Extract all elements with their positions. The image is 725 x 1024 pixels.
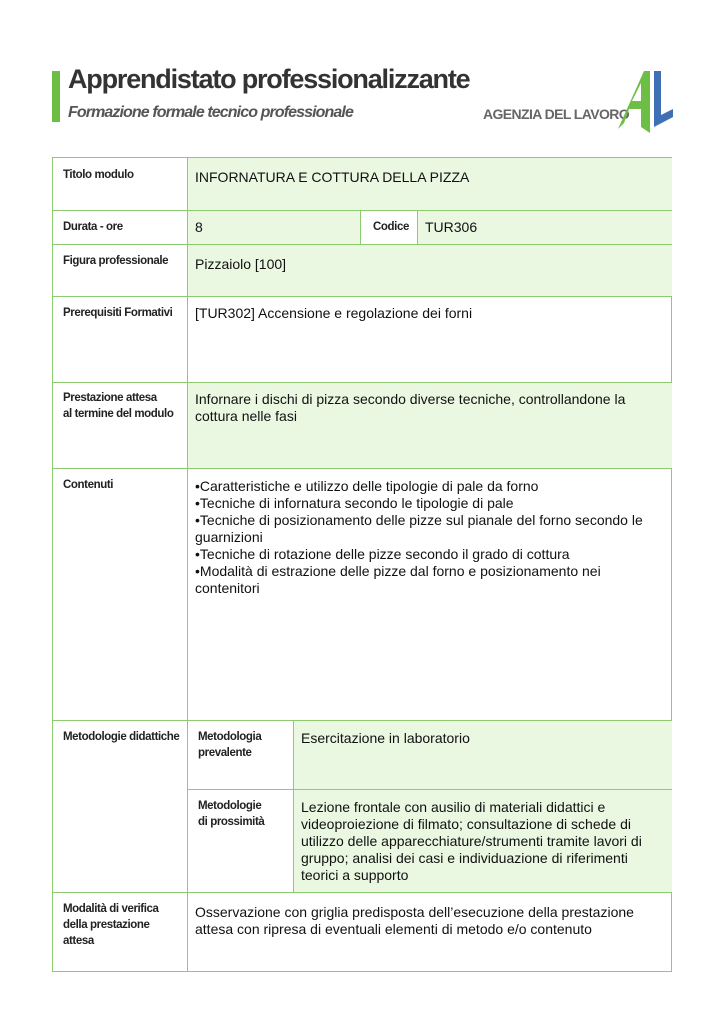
prossimita-label bbox=[198, 798, 290, 830]
verifica-label-line1: Modalità di verifica bbox=[63, 903, 159, 915]
prestazione-label bbox=[63, 390, 187, 422]
logo-a-shape bbox=[618, 71, 650, 133]
prossimita-label-line2: di prossimità bbox=[198, 816, 265, 828]
prestazione-value: Infornare i dischi di pizza secondo diverse tecniche, controllandone la cottura nelle fasi bbox=[195, 391, 626, 424]
metodologie-label: Metodologie didattiche bbox=[63, 731, 180, 743]
verifica-value: Osservazione con griglia predisposta dell’esecuzione della prestazione attesa con ripresa di eventuali elementi di metodo e/o contenuto bbox=[195, 904, 634, 937]
row-divider bbox=[53, 720, 671, 721]
agenzia-lavoro-logo bbox=[614, 67, 676, 135]
column-divider bbox=[360, 210, 361, 244]
column-divider bbox=[417, 210, 418, 244]
page-title: Apprendistato professionalizzante bbox=[68, 64, 470, 94]
row-divider bbox=[53, 382, 671, 383]
prevalente-label-line1: Metodologia bbox=[198, 731, 262, 743]
prestazione-label-line1: Prestazione attesa bbox=[63, 392, 157, 404]
contenuti-item: • Caratteristiche e utilizzo delle tipologie di pale da forno bbox=[195, 478, 669, 495]
contenuti-item: • Modalità di estrazione delle pizze dal forno e posizionamento nei contenitori bbox=[195, 563, 669, 597]
row-divider bbox=[53, 210, 671, 211]
contenuti-list-wrap bbox=[195, 478, 669, 597]
titolo-label: Titolo modulo bbox=[63, 169, 134, 181]
figura-value: Pizzaiolo [100] bbox=[195, 256, 287, 272]
prossimita-label-line1: Metodologie bbox=[198, 800, 262, 812]
row-divider bbox=[53, 296, 671, 297]
page-subtitle: Formazione formale tecnico professionale bbox=[68, 104, 353, 121]
logo-l-shape bbox=[654, 71, 673, 127]
codice-label: Codice bbox=[373, 221, 409, 233]
column-divider bbox=[187, 158, 188, 971]
prerequisiti-value: [TUR302] Accensione e regolazione dei forni bbox=[195, 305, 473, 321]
prevalente-label-line2: prevalente bbox=[198, 747, 252, 759]
contenuti-list bbox=[195, 478, 669, 597]
agency-name: AGENZIA DEL LAVORO bbox=[483, 106, 630, 122]
prevalente-value: Esercitazione in laboratorio bbox=[301, 730, 470, 746]
figura-label: Figura professionale bbox=[63, 255, 169, 267]
row-divider bbox=[53, 468, 671, 469]
title-accent-bar bbox=[52, 71, 60, 122]
codice-value: TUR306 bbox=[425, 219, 478, 235]
prevalente-label bbox=[198, 729, 290, 761]
verifica-label-line2: della prestazione bbox=[63, 919, 150, 931]
verifica-label-line3: attesa bbox=[63, 935, 94, 947]
durata-value: 8 bbox=[195, 219, 203, 235]
contenuti-item: • Tecniche di posizionamento delle pizze sul pianale del forno secondo le guarnizioni bbox=[195, 512, 669, 546]
contenuti-item: • Tecniche di rotazione delle pizze secondo il grado di cottura bbox=[195, 546, 669, 563]
row-divider bbox=[53, 244, 671, 245]
prossimita-value: Lezione frontale con ausilio di materiali didattici e videoproiezione di filmato; consultazione di schede di utilizzo delle apparecchiature/strumenti tramite lavori di gruppo; analisi dei casi e individuazione di riferimenti teorici a supporto bbox=[301, 799, 642, 883]
column-divider bbox=[293, 720, 294, 892]
row-divider bbox=[53, 892, 671, 893]
prestazione-label-line2: al termine del modulo bbox=[63, 408, 174, 420]
contenuti-item: • Tecniche di infornatura secondo le tipologie di pale bbox=[195, 495, 669, 512]
verifica-label bbox=[63, 901, 183, 949]
contenuti-label: Contenuti bbox=[63, 479, 114, 491]
durata-label: Durata - ore bbox=[63, 221, 123, 233]
prerequisiti-label: Prerequisiti Formativi bbox=[63, 307, 173, 319]
titolo-value: INFORNATURA E COTTURA DELLA PIZZA bbox=[195, 169, 470, 185]
module-table bbox=[52, 157, 672, 972]
row-divider bbox=[187, 789, 671, 790]
